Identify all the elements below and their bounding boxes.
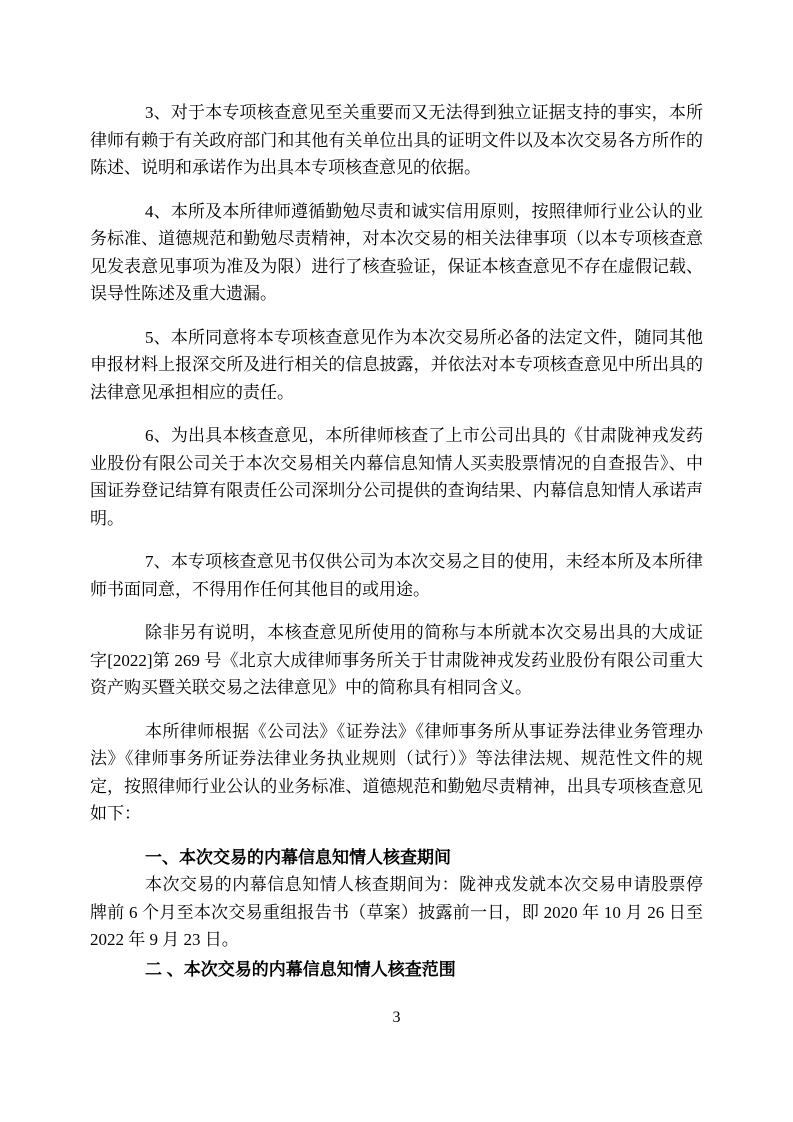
paragraph-legal-basis: 本所律师根据《公司法》《证券法》《律师事务所从事证券法律业务管理办法》《律师事务所证券法律业务执业规则（试行）》等法律法规、规范性文件的规定，按照律师行业公认的业务标准、道德规范和勤勉尽责精神，出具专项核查意见如下： — [90, 721, 703, 823]
document-body — [90, 99, 703, 983]
paragraph-check-period: 本次交易的内幕信息知情人核查期间为：陇神戎发就本次交易申请股票停牌前 6 个月至本次交易重组报告书（草案）披露前一日，即 2020 年 10 月 26 日至 2022 年 9 月 23 日。 — [90, 875, 703, 949]
page-number: 3 — [392, 1009, 401, 1026]
paragraph-item-6: 6、为出具本核查意见，本所律师核查了上市公司出具的《甘肃陇神戎发药业股份有限公司关于本次交易相关内幕信息知情人买卖股票情况的自查报告》、中国证券登记结算有限责任公司深圳分公司提供的查询结果、内幕信息知情人承诺声明。 — [90, 426, 703, 528]
paragraph-abbreviations-note: 除非另有说明，本核查意见所使用的简称与本所就本次交易出具的大成证字[2022]第 269 号《北京大成律师事务所关于甘肃陇神戎发药业股份有限公司重大资产购买暨关联交易之法律意见》中的简称具有相同含义。 — [90, 623, 703, 697]
section-heading-check-period: 一、本次交易的内幕信息知情人核查期间 — [145, 847, 451, 867]
paragraph-item-3: 3、对于本专项核查意见至关重要而又无法得到独立证据支持的事实，本所律师有赖于有关政府部门和其他有关单位出具的证明文件以及本次交易各方所作的陈述、说明和承诺作为出具本专项核查意见的依据。 — [90, 103, 703, 177]
section-heading-check-scope: 二 、本次交易的内幕信息知情人核查范围 — [145, 959, 456, 979]
paragraph-item-5: 5、本所同意将本专项核查意见作为本次交易所必备的法定文件，随同其他申报材料上报深交所及进行相关的信息披露，并依法对本专项核查意见中所出具的法律意见承担相应的责任。 — [90, 327, 703, 402]
paragraph-item-4: 4、本所及本所律师遵循勤勉尽责和诚实信用原则，按照律师行业公认的业务标准、道德规范和勤勉尽责精神，对本次交易的相关法律事项（以本专项核查意见发表意见事项为准及为限）进行了核查验证，保证本核查意见不存在虚假记载、误导性陈述及重大遗漏。 — [90, 201, 703, 303]
paragraph-item-7: 7、本专项核查意见书仅供公司为本次交易之目的使用，未经本所及本所律师书面同意，不得用作任何其他目的或用途。 — [90, 552, 703, 599]
